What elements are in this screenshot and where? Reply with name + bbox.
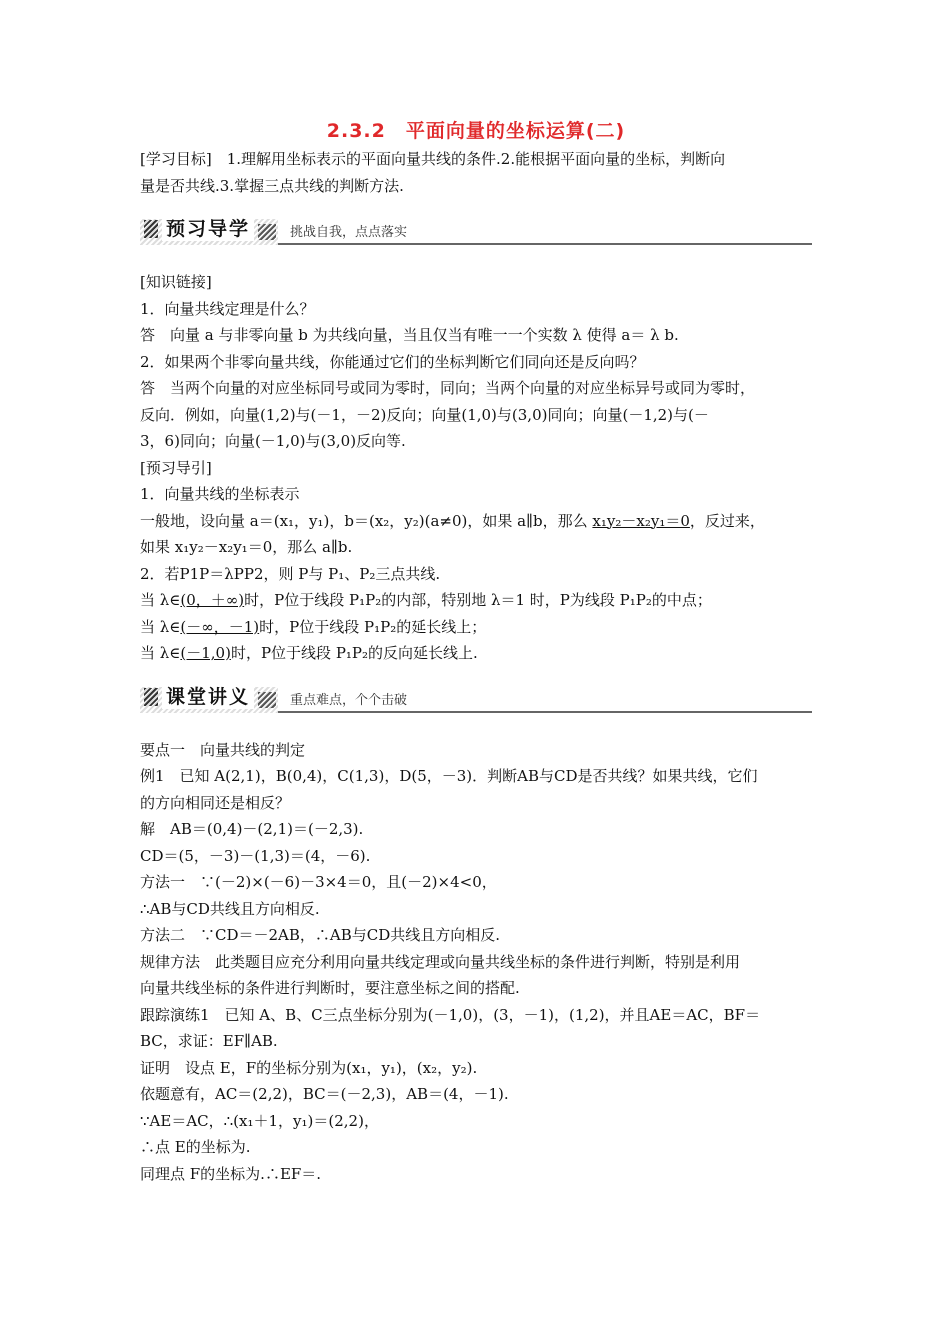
section-subtitle: 挑战自我，点点落实 — [290, 225, 408, 240]
practice-line-2: BC，求证：EF∥AB. — [140, 1032, 278, 1050]
section-subtitle: 重点难点，个个击破 — [290, 692, 408, 708]
case-1 — [140, 587, 812, 614]
answer-2-line-2: 反向．例如，向量(1,2)与(－1，－2)反向；向量(1,0)与(3,0)同向；向量(－1,2)与(－ — [140, 405, 709, 424]
text: 时，P位于线段 P₁P₂的延长线上； — [259, 617, 487, 636]
proof-line-1: 证明 设点 E，F的坐标分别为(x₁，y₁)，(x₂，y₂). — [140, 1058, 478, 1077]
knowledge-link-heading: [知识链接] — [140, 273, 212, 291]
stripe-decoration-icon — [258, 692, 276, 708]
fill-in-answer: (－∞，－1) — [180, 617, 260, 636]
solution-line-2: CD＝(5，－3)－(1,3)＝(4，－6). — [140, 846, 371, 865]
text: 当 λ∈ — [140, 617, 181, 636]
answer-2-line-3: 3，6)同向；向量(－1,0)与(3,0)反向等. — [140, 432, 406, 450]
key-point-1: 要点一 向量共线的判定 — [140, 740, 306, 759]
rule-line-2: 向量共线坐标的条件进行判断时，要注意坐标之间的搭配. — [140, 979, 520, 997]
preview-guide-heading: [预习导引] — [140, 458, 212, 477]
guide-1-line-2: 如果 x₁y₂－x₂y₁＝0，那么 a∥b. — [140, 538, 353, 556]
solution-line-1: 解 AB＝(0,4)－(2,1)＝(－2,3). — [140, 820, 364, 838]
guide-1-line-1 — [140, 508, 812, 535]
section-title: 预习导学 — [162, 217, 254, 241]
proof-line-3: ∵AE＝AC，∴(x₁＋1，y₁)＝(2,2)， — [140, 1111, 379, 1130]
page-title: 2.3.2 平面向量的坐标运算(二) — [326, 120, 626, 142]
text: 当 λ∈ — [140, 591, 181, 609]
text: 时，P位于线段 P₁P₂的反向延长线上. — [230, 644, 478, 662]
guide-item-2: 2．若P1P＝λPP2，则 P与 P₁、P₂三点共线. — [140, 564, 441, 583]
solution-line-3: 方法一 ∵(－2)×(－6)－3×4＝0，且(－2)×4<0， — [140, 873, 497, 891]
fill-in-answer: x₁y₂－x₂y₁＝0 — [592, 511, 690, 530]
practice-line-1: 跟踪演练1 已知 A、B、C三点坐标分别为(－1,0)，(3，－1)，(1,2)，并且AE＝AC，BF＝ — [140, 1005, 761, 1024]
proof-line-2: 依题意有，AC＝(2,2)，BC＝(－2,3)，AB＝(4，－1). — [140, 1085, 509, 1103]
objectives-line-1: [学习目标] 1.理解用坐标表示的平面向量共线的条件.2.能根据平面向量的坐标，判断向 — [140, 150, 726, 168]
fill-in-answer: (0，＋∞) — [180, 591, 245, 609]
section-header-preview — [140, 217, 812, 245]
text: ，反过来， — [689, 511, 765, 530]
example-1-line-1: 例1 已知 A(2,1)，B(0,4)，C(1,3)，D(5，－3)．判断AB与CD是否共线？如果共线，它们 — [140, 767, 758, 785]
text: 时，P位于线段 P₁P₂的内部，特别地 λ＝1 时，P为线段 P₁P₂的中点； — [244, 591, 712, 609]
section-header-lecture — [140, 685, 812, 713]
section-title: 课堂讲义 — [162, 685, 254, 709]
rule-line-1: 规律方法 此类题目应充分利用向量共线定理或向量共线坐标的条件进行判断，特别是利用 — [140, 952, 741, 971]
text: 当 λ∈ — [140, 644, 181, 662]
solution-line-4: ∴AB与CD共线且方向相反. — [140, 899, 320, 918]
fill-in-answer: (－1,0) — [180, 644, 231, 662]
stripe-decoration-icon — [144, 220, 158, 238]
case-3 — [140, 640, 812, 667]
solution-line-5: 方法二 ∵CD＝－2AB，∴AB与CD共线且方向相反. — [140, 926, 501, 944]
answer-1: 答 向量 a 与非零向量 b 为共线向量，当且仅当有唯一一个实数 λ 使得 a＝ λ b. — [140, 326, 679, 344]
guide-item-1: 1．向量共线的坐标表示 — [140, 485, 300, 503]
proof-line-4: ∴点 E的坐标为. — [140, 1138, 251, 1156]
document-page — [140, 118, 812, 1187]
example-1-line-2: 的方向相同还是相反？ — [140, 793, 291, 812]
stripe-decoration-icon — [258, 224, 276, 240]
text: 一般地，设向量 a＝(x₁，y₁)，b＝(x₂，y₂)(a≠0)，如果 a∥b，那么 — [140, 511, 593, 530]
stripe-decoration-icon — [144, 688, 158, 706]
objectives-line-2: 量是否共线.3.掌握三点共线的判断方法. — [140, 176, 404, 195]
question-1: 1．向量共线定理是什么？ — [140, 299, 315, 318]
proof-line-5: 同理点 F的坐标为.∴EF＝. — [140, 1164, 322, 1183]
question-2: 2．如果两个非零向量共线，你能通过它们的坐标判断它们同向还是反向吗？ — [140, 352, 645, 371]
answer-2-line-1: 答 当两个向量的对应坐标同号或同为零时，同向；当两个向量的对应坐标异号或同为零时， — [140, 379, 756, 397]
case-2 — [140, 614, 812, 641]
